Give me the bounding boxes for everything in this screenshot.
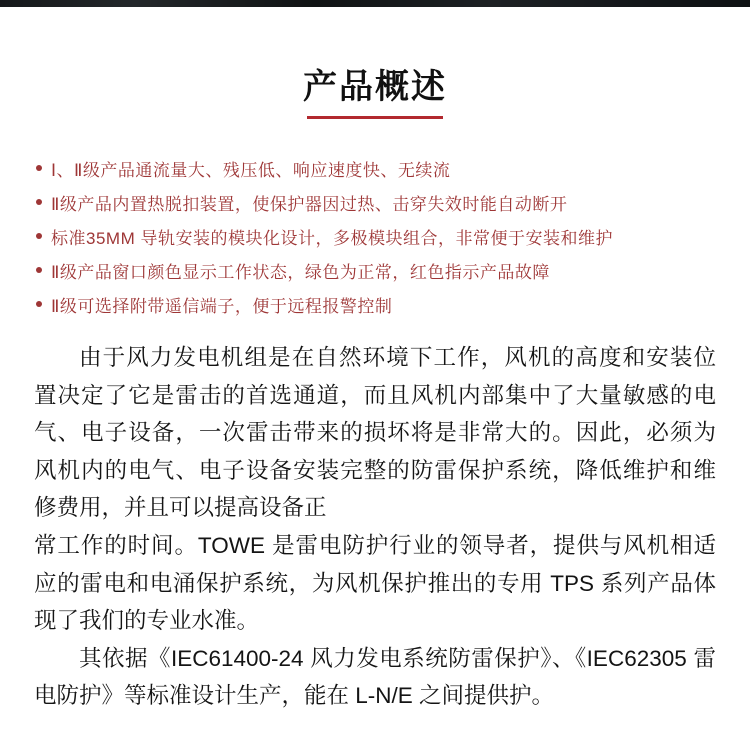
feature-list-item bbox=[36, 287, 750, 321]
feature-text: Ⅰ、Ⅱ级产品通流量大、残压低、响应速度快、无续流 bbox=[51, 160, 451, 180]
page-title: 产品概述 bbox=[303, 68, 447, 106]
feature-text: Ⅱ级产品窗口颜色显示工作状态，绿色为正常，红色指示产品故障 bbox=[51, 262, 550, 282]
body-line: 气、电子设备，一次雷击带来的损坏将是非常大的。因此，必须为 bbox=[34, 420, 716, 446]
feature-list-item bbox=[36, 185, 750, 219]
body-line: 置决定了它是雷击的首选通道，而且风机内部集中了大量敏感的电 bbox=[34, 382, 716, 408]
body-line: 应的雷电和电涌保护系统，为风机保护推出的专用 TPS 系列产品体 bbox=[34, 570, 716, 596]
feature-text: Ⅱ级产品内置热脱扣装置，使保护器因过热、击穿失效时能自动断开 bbox=[51, 194, 568, 214]
body-line: 常工作的时间。TOWE 是雷电防护行业的领导者，提供与风机相适 bbox=[34, 532, 716, 558]
feature-list-item bbox=[36, 253, 750, 287]
top-image-edge bbox=[0, 0, 750, 7]
feature-list-item bbox=[36, 219, 750, 253]
bullet-dot-icon bbox=[36, 199, 42, 205]
feature-text: Ⅱ级可选择附带遥信端子，便于远程报警控制 bbox=[51, 296, 393, 316]
body-line: 风机内的电气、电子设备安装完整的防雷保护系统，降低维护和维 bbox=[34, 457, 716, 483]
body-line: 电防护》等标准设计生产，能在 L-N/E 之间提供护。 bbox=[34, 683, 555, 709]
body-line: 现了我们的专业水准。 bbox=[34, 608, 260, 634]
description-paragraphs bbox=[34, 339, 716, 715]
section-header bbox=[0, 69, 750, 119]
title-underline bbox=[307, 116, 443, 119]
bullet-dot-icon bbox=[36, 233, 42, 239]
body-line: 由于风力发电机组是在自然环境下工作，风机的高度和安装位 bbox=[79, 345, 716, 370]
feature-text: 标准35MM 导轨安装的模块化设计，多极模块组合，非常便于安装和维护 bbox=[51, 228, 613, 248]
bullet-dot-icon bbox=[36, 165, 42, 171]
bullet-dot-icon bbox=[36, 267, 42, 273]
body-line: 修费用，并且可以提高设备正 bbox=[34, 495, 327, 521]
bullet-dot-icon bbox=[36, 301, 42, 307]
body-line: 其依据《IEC61400-24 风力发电系统防雷保护》、《IEC62305 雷 bbox=[79, 645, 716, 671]
feature-list bbox=[36, 151, 750, 321]
feature-list-item bbox=[36, 151, 750, 185]
